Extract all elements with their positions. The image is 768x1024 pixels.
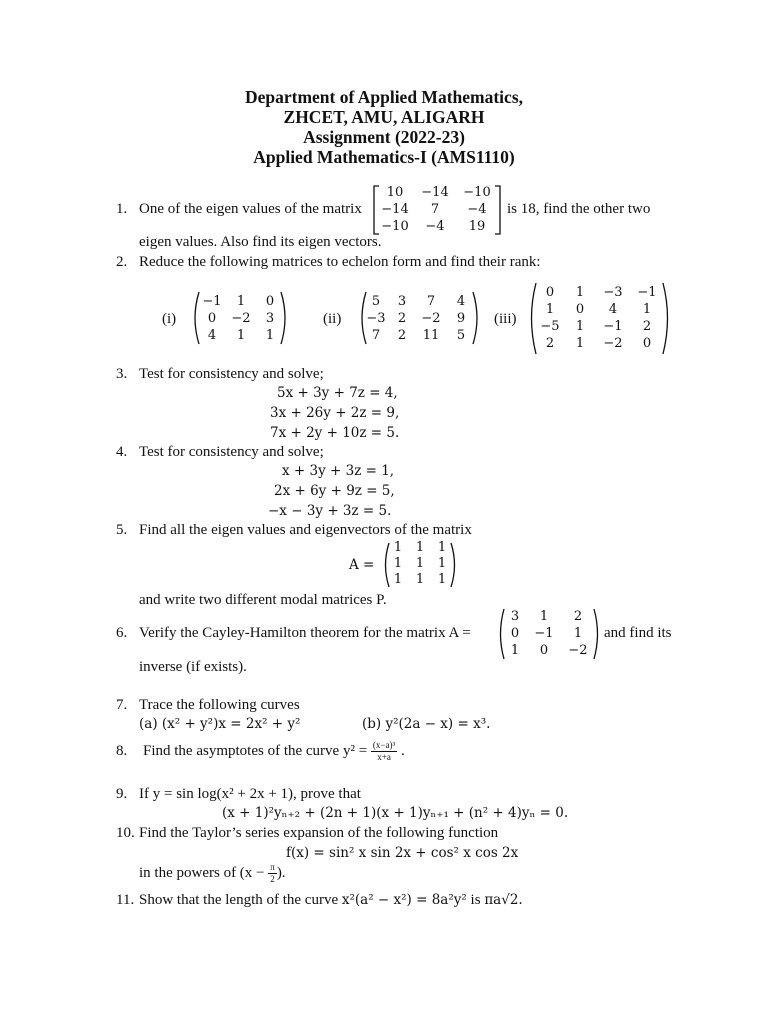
matrix-entry: 1: [575, 285, 585, 300]
matrix-entry: 0: [642, 336, 652, 351]
matrix-entry: 0: [539, 643, 549, 658]
matrix-entry: −10: [463, 185, 491, 200]
matrix-entry: 9: [456, 311, 466, 326]
assignment-title: Assignment (2022-23): [303, 127, 465, 147]
matrix-entry: 2: [642, 319, 652, 334]
q10-text: Find the Taylor’s series expansion of the following function: [139, 825, 499, 841]
q7-curve-a: (a) (x² + y²)x = 2x² + y²: [139, 716, 301, 732]
matrix-entry: −2: [231, 311, 251, 326]
q8-number: 8.: [116, 743, 128, 759]
matrix-entry: 1: [575, 319, 585, 334]
q2-matrix-iii: [535, 284, 663, 352]
matrix-entry: 19: [468, 219, 486, 234]
q10-powers-pre: in the powers of (x −: [139, 864, 265, 881]
q2-label-ii: (ii): [323, 311, 342, 327]
matrix-entry: −2: [603, 336, 623, 351]
matrix-entry: −14: [381, 202, 409, 217]
matrix-entry: −2: [421, 311, 441, 326]
matrix-entry: 1: [545, 302, 555, 317]
matrix-entry: −5: [540, 319, 560, 334]
matrix-entry: 1: [437, 572, 447, 587]
q10-pi: π: [270, 862, 275, 872]
matrix-entry: 1: [393, 572, 403, 587]
matrix-entry: 1: [415, 540, 425, 555]
matrix-entry: 1: [437, 556, 447, 571]
matrix-entry: 7: [430, 202, 440, 217]
q8-text: [143, 740, 405, 763]
q8-numerator: (x−a)³: [372, 740, 396, 750]
matrix-entry: 4: [207, 328, 217, 343]
q1-text-cont: eigen values. Also find its eigen vectors.: [139, 234, 382, 250]
q6-matrix: [503, 608, 595, 659]
matrix-entry: 2: [397, 328, 407, 343]
q11-result: πa√2.: [484, 892, 523, 908]
q1-text: One of the eigen values of the matrix: [139, 201, 362, 217]
institute-name: ZHCET, AMU, ALIGARH: [283, 107, 485, 127]
matrix-entry: −4: [425, 219, 445, 234]
q9-equation: (x + 1)²yₙ₊₂ + (2n + 1)(x + 1)yₙ₊₁ + (n² + 4)yₙ = 0.: [222, 805, 569, 821]
matrix-entry: 11: [422, 328, 440, 343]
matrix-entry: 4: [608, 302, 618, 317]
q6-text-cont: inverse (if exists).: [139, 659, 247, 675]
q5-number: 5.: [116, 522, 128, 538]
q7-number: 7.: [116, 697, 128, 713]
q5-matrix: [387, 540, 453, 588]
course-title: Applied Mathematics-I (AMS1110): [253, 147, 515, 167]
q7-curve-b: (b) y²(2a − x) = x³.: [362, 716, 491, 732]
matrix-entry: 1: [415, 572, 425, 587]
q2-label-i: (i): [162, 311, 177, 327]
matrix-entry: −4: [467, 202, 487, 217]
matrix-entry: 0: [575, 302, 585, 317]
q4-eq3: −x − 3y + 3z = 5.: [268, 503, 392, 519]
matrix-entry: −1: [637, 285, 657, 300]
matrix-entry: 1: [236, 328, 246, 343]
matrix-entry: 5: [371, 294, 381, 309]
matrix-entry: 2: [573, 609, 583, 624]
q5-after: and write two different modal matrices P.: [139, 592, 387, 608]
matrix-entry: 5: [456, 328, 466, 343]
q2-matrix-ii: [363, 293, 475, 344]
q11-number: 11.: [116, 892, 135, 908]
matrix-entry: 0: [207, 311, 217, 326]
matrix-entry: 1: [510, 643, 520, 658]
q10-function: f(x) = sin² x sin 2x + cos² x cos 2x: [286, 845, 519, 861]
q8-fraction: [371, 740, 397, 763]
q10-pi-over-2: [268, 862, 277, 885]
q11-curve: x²(a² − x²) = 8a²y²: [341, 892, 467, 908]
q8-denominator: x+a: [377, 752, 391, 762]
matrix-entry: −1: [202, 294, 222, 309]
matrix-entry: 3: [510, 609, 520, 624]
q9-number: 9.: [116, 786, 128, 802]
matrix-entry: 4: [456, 294, 466, 309]
q5-text: Find all the eigen values and eigenvectors of the matrix: [139, 522, 472, 538]
q3-eq1: 5x + 3y + 7z = 4,: [277, 385, 398, 401]
q3-eq2: 3x + 26y + 2z = 9,: [270, 405, 400, 421]
q4-number: 4.: [116, 444, 128, 460]
matrix-entry: 7: [371, 328, 381, 343]
matrix-entry: 1: [575, 336, 585, 351]
matrix-entry: 0: [265, 294, 275, 309]
matrix-entry: 1: [539, 609, 549, 624]
q10-two: 2: [270, 874, 275, 884]
q10-powers: [139, 862, 286, 885]
matrix-entry: 1: [642, 302, 652, 317]
matrix-entry: 2: [545, 336, 555, 351]
q1-text-after: is 18, find the other two: [507, 201, 651, 217]
matrix-entry: 1: [437, 540, 447, 555]
matrix-entry: −3: [366, 311, 386, 326]
q11-text: [139, 892, 523, 909]
q4-eq1: x + 3y + 3z = 1,: [282, 463, 395, 479]
matrix-entry: −3: [603, 285, 623, 300]
q11-text-pre: Show that the length of the curve: [139, 892, 339, 908]
q8-text-post: .: [400, 742, 405, 759]
q5-lhs: A =: [349, 557, 375, 573]
q4-text: Test for consistency and solve;: [139, 444, 324, 460]
q8-text-pre: Find the asymptotes of the curve y² =: [143, 742, 368, 759]
q10-number: 10.: [116, 825, 135, 841]
matrix-entry: −1: [534, 626, 554, 641]
q9-text: If y = sin log(x² + 2x + 1), prove that: [139, 786, 361, 802]
matrix-entry: −10: [381, 219, 409, 234]
q2-label-iii: (iii): [494, 311, 517, 327]
q10-powers-post: ).: [276, 864, 286, 881]
matrix-entry: 0: [545, 285, 555, 300]
q2-number: 2.: [116, 254, 128, 270]
matrix-entry: −14: [421, 185, 449, 200]
matrix-entry: −1: [603, 319, 623, 334]
q2-text: Reduce the following matrices to echelon form and find their rank:: [139, 254, 541, 270]
q7-text: Trace the following curves: [139, 697, 300, 713]
matrix-entry: 0: [510, 626, 520, 641]
matrix-entry: 1: [236, 294, 246, 309]
q6-text: Verify the Cayley-Hamilton theorem for the matrix A =: [139, 625, 471, 641]
q6-text-after: and find its: [604, 625, 672, 641]
q2-matrix-i: [198, 293, 284, 344]
matrix-entry: 10: [386, 185, 404, 200]
q3-number: 3.: [116, 366, 128, 382]
q11-text-mid: is: [470, 892, 481, 908]
q1-number: 1.: [116, 201, 128, 217]
matrix-entry: 2: [397, 311, 407, 326]
matrix-entry: 7: [426, 294, 436, 309]
q4-eq2: 2x + 6y + 9z = 5,: [274, 483, 395, 499]
q3-eq3: 7x + 2y + 10z = 5.: [270, 425, 400, 441]
matrix-entry: 1: [415, 556, 425, 571]
matrix-entry: 1: [393, 556, 403, 571]
matrix-entry: −2: [568, 643, 588, 658]
q6-number: 6.: [116, 625, 128, 641]
matrix-entry: 1: [393, 540, 403, 555]
matrix-entry: 1: [265, 328, 275, 343]
matrix-entry: 3: [397, 294, 407, 309]
matrix-entry: 1: [573, 626, 583, 641]
dept-title: Department of Applied Mathematics,: [244, 87, 524, 107]
q3-text: Test for consistency and solve;: [139, 366, 324, 382]
matrix-entry: 3: [265, 311, 275, 326]
q1-matrix: [377, 184, 497, 235]
